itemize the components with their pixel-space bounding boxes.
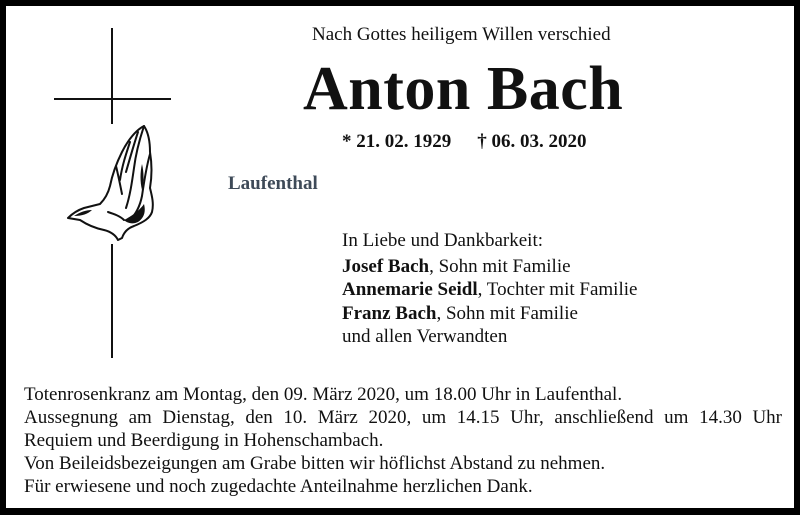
- thanks-line: Für erwiesene und noch zugedachte Anteilnahme herzlichen Dank.: [24, 476, 533, 497]
- rosary-line: Totenrosenkranz am Montag, den 09. März 2020, um 18.00 Uhr in Laufenthal.: [24, 384, 623, 405]
- place-name: Laufenthal: [228, 173, 318, 194]
- mourner-relation: , Sohn mit Familie: [436, 302, 578, 324]
- mourner-relation: , Sohn mit Familie: [429, 255, 571, 277]
- requiem-line: Requiem und Beerdigung in Hohenschambach.: [24, 430, 384, 451]
- mourner-name: Josef Bach: [342, 255, 430, 277]
- mourner-line: [342, 278, 637, 302]
- praying-hands-icon: [64, 124, 164, 244]
- mourners-block: [342, 229, 637, 349]
- mourners-closing: und allen Verwandten: [342, 326, 508, 347]
- condolence-request-line: Von Beileidsbezeigungen am Grabe bitten wir höflichst Abstand zu nehmen.: [24, 453, 606, 474]
- mourner-name: Franz Bach: [342, 302, 437, 324]
- service-details: [24, 383, 782, 498]
- birth-date: * 21. 02. 1929: [342, 131, 452, 152]
- mourner-line: [342, 302, 637, 326]
- obituary-notice: [6, 6, 794, 508]
- blessing-line: Aussegnung am Dienstag, den 10. März 2020, um 14.15 Uhr, anschließend um 14.30 Uhr: [24, 407, 782, 428]
- intro-text: Nach Gottes heiligem Willen verschied: [312, 24, 611, 45]
- mourner-relation: , Tochter mit Familie: [477, 279, 638, 300]
- mourner-name: Annemarie Seidl: [342, 279, 478, 300]
- mourners-intro: In Liebe und Dankbarkeit:: [342, 230, 544, 251]
- cross-icon-bar: [54, 98, 171, 100]
- life-dates: [342, 131, 587, 153]
- mourner-line: [342, 255, 637, 279]
- death-date: † 06. 03. 2020: [477, 131, 587, 152]
- deceased-name: Anton Bach: [303, 55, 624, 123]
